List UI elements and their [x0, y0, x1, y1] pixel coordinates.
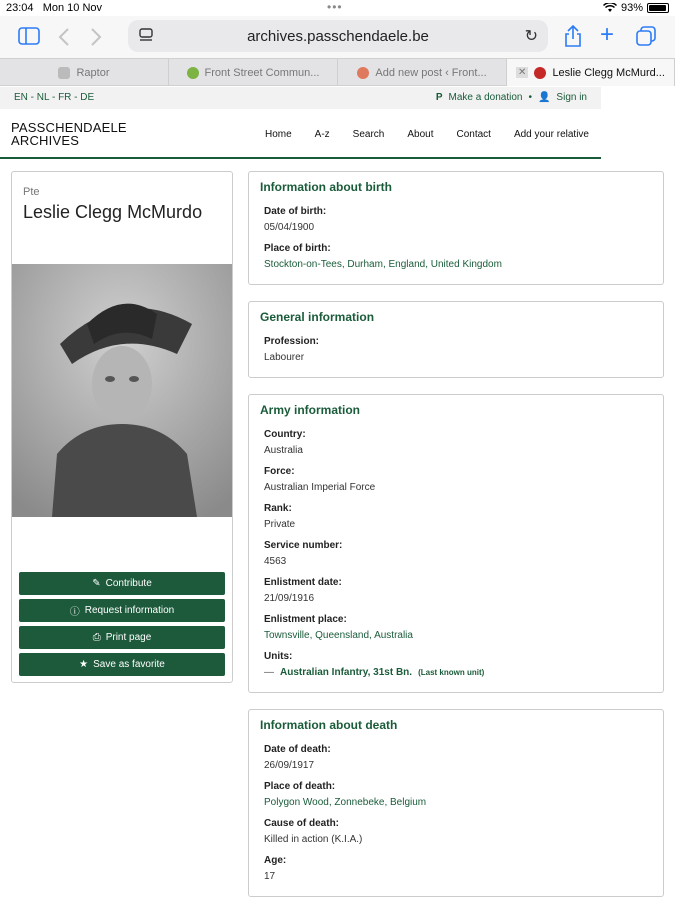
- multitask-dots-icon[interactable]: •••: [327, 0, 343, 14]
- general-card: General information Profession: Labourer: [248, 301, 664, 378]
- site-header: [0, 109, 601, 159]
- soldier-photo: [12, 264, 232, 517]
- url-text[interactable]: archives.passchendaele.be: [247, 28, 429, 45]
- leaf-favicon-icon: [187, 67, 199, 79]
- enlistment-date: 21/09/1916: [264, 593, 315, 604]
- wordpress-favicon-icon: [357, 67, 369, 79]
- general-title: General information: [260, 310, 375, 324]
- contribute-button[interactable]: ✎ Contribute: [19, 572, 225, 595]
- edit-icon: ✎: [92, 578, 101, 589]
- status-date: Mon 10 Nov: [42, 2, 103, 14]
- army-country: Australia: [264, 445, 303, 456]
- share-icon[interactable]: [564, 25, 582, 47]
- tab-raptor[interactable]: Raptor: [0, 59, 169, 86]
- donation-link[interactable]: Make a donation: [448, 92, 523, 103]
- print-icon: ⎙: [92, 632, 101, 643]
- profession: Labourer: [264, 352, 305, 363]
- army-card: Army information Country: Australia Force: Australian Imperial Force Rank: Private Service number: 4563 Enlistment date: 21/09/1916 Enlistment place: Townsville, Queensland, Australia Units: — Australian Infantry, 31st Bn. (Last known unit): [248, 394, 664, 693]
- language-bar: EN - NL - FR - DE P Make a donation • 👤 Sign in: [0, 87, 601, 109]
- info-icon: ⓘ: [69, 607, 80, 618]
- nav-home[interactable]: Home: [264, 129, 292, 140]
- reload-icon[interactable]: ↻: [524, 28, 538, 45]
- raptor-favicon-icon: [58, 67, 70, 79]
- battery-percent: 93%: [620, 2, 643, 14]
- death-card: Information about death Date of death: 26/09/1917 Place of death: Polygon Wood, Zonnebeke, Belgium Cause of death: Killed in action (K.I.A.) Age: 17: [248, 709, 664, 897]
- nav-about[interactable]: About: [407, 129, 434, 140]
- tab-overview-icon[interactable]: [636, 26, 656, 46]
- nav-search[interactable]: Search: [352, 129, 385, 140]
- site-logo[interactable]: PASSCHENDAELE ARCHIVES: [11, 120, 127, 148]
- main-nav: [265, 129, 589, 140]
- death-age: 17: [264, 871, 276, 882]
- tab-bar: [0, 58, 675, 86]
- enlistment-place-link[interactable]: Townsville, Queensland, Australia: [264, 630, 413, 641]
- death-date: 26/09/1917: [264, 760, 315, 771]
- unit-note: (Last known unit): [418, 668, 485, 677]
- wifi-icon: [603, 3, 617, 13]
- tab-add-new-post[interactable]: Add new post ‹ Front...: [338, 59, 507, 86]
- death-place-link[interactable]: Polygon Wood, Zonnebeke, Belgium: [264, 797, 427, 808]
- paypal-icon: P: [435, 92, 443, 103]
- address-bar[interactable]: [128, 20, 548, 52]
- new-tab-icon[interactable]: +: [600, 21, 615, 48]
- status-bar: [0, 0, 675, 16]
- signin-link[interactable]: Sign in: [556, 92, 587, 103]
- star-icon: ★: [79, 659, 89, 670]
- profile-rank: Pte: [23, 186, 40, 198]
- language-selector[interactable]: EN - NL - FR - DE: [14, 92, 95, 103]
- birth-title: Information about birth: [260, 180, 392, 194]
- unit-link[interactable]: Australian Infantry, 31st Bn.: [280, 667, 413, 678]
- birth-date: 05/04/1900: [264, 222, 315, 233]
- poppy-favicon-icon: [534, 67, 546, 79]
- request-information-button[interactable]: ⓘ Request information: [19, 599, 225, 622]
- nav-a-z[interactable]: A-z: [314, 129, 330, 140]
- service-number: 4563: [264, 556, 287, 567]
- forward-icon[interactable]: [90, 28, 102, 46]
- dash-icon: —: [264, 667, 274, 678]
- death-cause: Killed in action (K.I.A.): [264, 834, 363, 845]
- status-time: 23:04: [6, 2, 34, 14]
- browser-toolbar: [0, 16, 675, 58]
- profile-card: [11, 171, 233, 683]
- battery-icon: [647, 3, 669, 13]
- back-icon[interactable]: [58, 28, 70, 46]
- nav-add-relative[interactable]: Add your relative: [513, 129, 589, 140]
- nav-contact[interactable]: Contact: [456, 129, 491, 140]
- birth-card: Information about birth Date of birth: 05/04/1900 Place of birth: Stockton-on-Tees, Durham, England, United Kingdom: [248, 171, 664, 285]
- death-title: Information about death: [260, 718, 398, 732]
- birth-place-link[interactable]: Stockton-on-Tees, Durham, England, United Kingdom: [264, 259, 502, 270]
- save-favorite-button[interactable]: ★ Save as favorite: [19, 653, 225, 676]
- profile-name: Leslie Clegg McMurdo: [23, 202, 203, 222]
- army-rank: Private: [264, 519, 296, 530]
- print-page-button[interactable]: ⎙ Print page: [19, 626, 225, 649]
- army-title: Army information: [260, 403, 361, 417]
- tab-front-street[interactable]: Front Street Commun...: [169, 59, 338, 86]
- user-icon: 👤: [537, 92, 551, 103]
- tab-leslie-mcmurdo[interactable]: ✕ Leslie Clegg McMurd...: [507, 59, 675, 86]
- close-tab-icon[interactable]: ✕: [518, 67, 527, 78]
- sidebar-icon[interactable]: [18, 27, 40, 45]
- army-force: Australian Imperial Force: [264, 482, 376, 493]
